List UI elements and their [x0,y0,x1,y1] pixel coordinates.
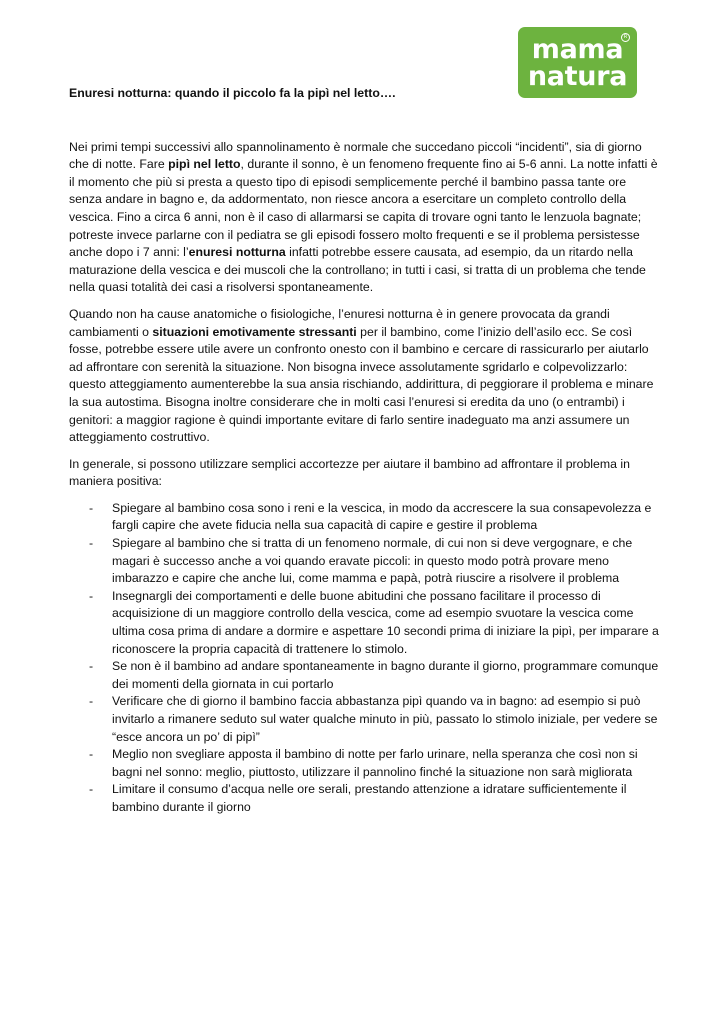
list-item [69,535,661,588]
bold-term-enuresi-notturna: enuresi notturna [188,245,286,260]
paragraph-intro [69,139,661,297]
document-body [69,85,661,817]
bullet-dash: - [89,782,94,797]
bullet-dash: - [89,747,94,762]
list-item [69,781,661,816]
list-item [69,746,661,781]
list-item [69,693,661,746]
bullet-dash: - [89,500,94,515]
paragraph-intro-text-2: , durante il sonno, è un fenomeno frequente fino ai 5-6 anni. La notte infatti è il momento che più si presta a questo tipo di episodi semplicemente perché il bambino passa tante ore senza andare in bagno e, da addormentato, non riesce ancora a esercitare un completo controllo della vescica. Fino a circa 6 anni, non è il caso di allarmarsi se capita di trovare ogni tanto le lenzuola bagnate; potreste invece parlarne con il pediatra se gli episodi fossero molto frequenti e se il problema persistesse anche dopo i 7 anni: l’ [69,157,658,260]
list-item-text: Se non è il bambino ad andare spontaneamente in bagno durante il giorno, programmare comunque dei momenti della giornata in cui portarlo [112,659,659,691]
bullet-dash: - [89,659,94,674]
paragraph-causes-text-1: Quando non ha cause anatomiche o fisiologiche, l’enuresi notturna è in genere provocata da grandi cambiamenti o [69,306,610,339]
bold-term-pipi-nel-letto: pipì nel letto [168,157,241,172]
paragraph-tips-intro: In generale, si possono utilizzare semplici accortezze per aiutare il bambino ad affrontare il problema in maniera positiva: [69,456,630,489]
list-item [69,500,661,535]
tips-list [69,500,661,817]
bullet-dash: - [89,694,94,709]
paragraph-causes-text-2: per il bambino, come l’inizio dell’asilo ecc. Se così fosse, potrebbe essere utile avere un confronto onesto con il bambino e cercare di rassicurarlo per aiutarlo ad affrontare con serenità la situazione. Non bisogna invece assolutamente sgridarlo e colpevolizzarlo: questo atteggiamento aumenterebbe la sua ansia rischiando, addirittura, di peggiorare il problema e minare la sua autostima. Bisogna inoltre considerare che in molti casi l’enuresi si eredita da uno (o entrambi) i genitori: a maggior ragione è quindi importante evitare di farlo sentire inadeguato ma anzi assumere un atteggiamento costruttivo. [69,324,654,445]
paragraph-causes [69,306,661,447]
registered-mark-icon: R [621,33,630,42]
list-item-text: Verificare che di giorno il bambino faccia abbastanza pipì quando va in bagno: ad esempio si può invitarlo a rimanere seduto sul water qualche minuto in più, passato lo stimolo iniziale, per vedere se “esce ancora un po’ di pipì” [112,694,658,744]
list-item-text: Spiegare al bambino cosa sono i reni e la vescica, in modo da accrescere la sua consapevolezza e fargli capire che avete fiducia nella sua capacità di capire e gestire il problema [112,500,652,533]
document-title: Enuresi notturna: quando il piccolo fa la pipì nel letto…. [69,86,396,100]
list-item [69,658,661,693]
list-item [69,588,661,658]
bold-term-situazioni-stressanti: situazioni emotivamente stressanti [152,324,357,339]
list-item-text: Insegnargli dei comportamenti e delle buone abitudini che possano facilitare il processo di acquisizione di un maggiore controllo della vescica, come ad esempio svuotare la vescica come ultima cosa prima di andare a dormire e aspettare 10 secondi prima di iniziare la pipì, per imparare a riconoscere la propria capacità di trattenere lo stimolo. [112,588,659,656]
list-item-text: Meglio non svegliare apposta il bambino di notte per farlo urinare, nella speranza che così non si bagni nel sonno: meglio, piuttosto, utilizzare il pannolino finché la situazione non sarà migliorata [112,747,638,779]
bullet-dash: - [89,536,94,551]
logo-text-mama: mama [531,33,624,65]
bullet-dash: - [89,588,94,603]
list-item-text: Spiegare al bambino che si tratta di un fenomeno normale, di cui non si deve vergognare, e che magari è successo anche a voi quando eravate piccoli: in questo modo potrà provare meno imbarazzo e capire che anche lui, come mamma e papà, potrà riuscire a risolvere il problema [112,536,633,586]
list-item-text: Limitare il consumo d’acqua nelle ore serali, prestando attenzione a idratare sufficientemente il bambino durante il giorno [112,782,627,814]
paragraph-intro-text-3: infatti potrebbe essere causata, ad esempio, da un ritardo nella maturazione della vescica e dei muscoli che la controllano; in tutti i casi, si tratta di un problema che tende nella quasi totalità dei casi a risolversi spontaneamente. [69,245,646,295]
paragraph-intro-text-1: Nei primi tempi successivi allo spannolinamento è normale che succedano piccoli “incidenti”, sia di giorno che di notte. Fare [69,139,642,172]
logo-text-natura: natura [527,60,628,92]
